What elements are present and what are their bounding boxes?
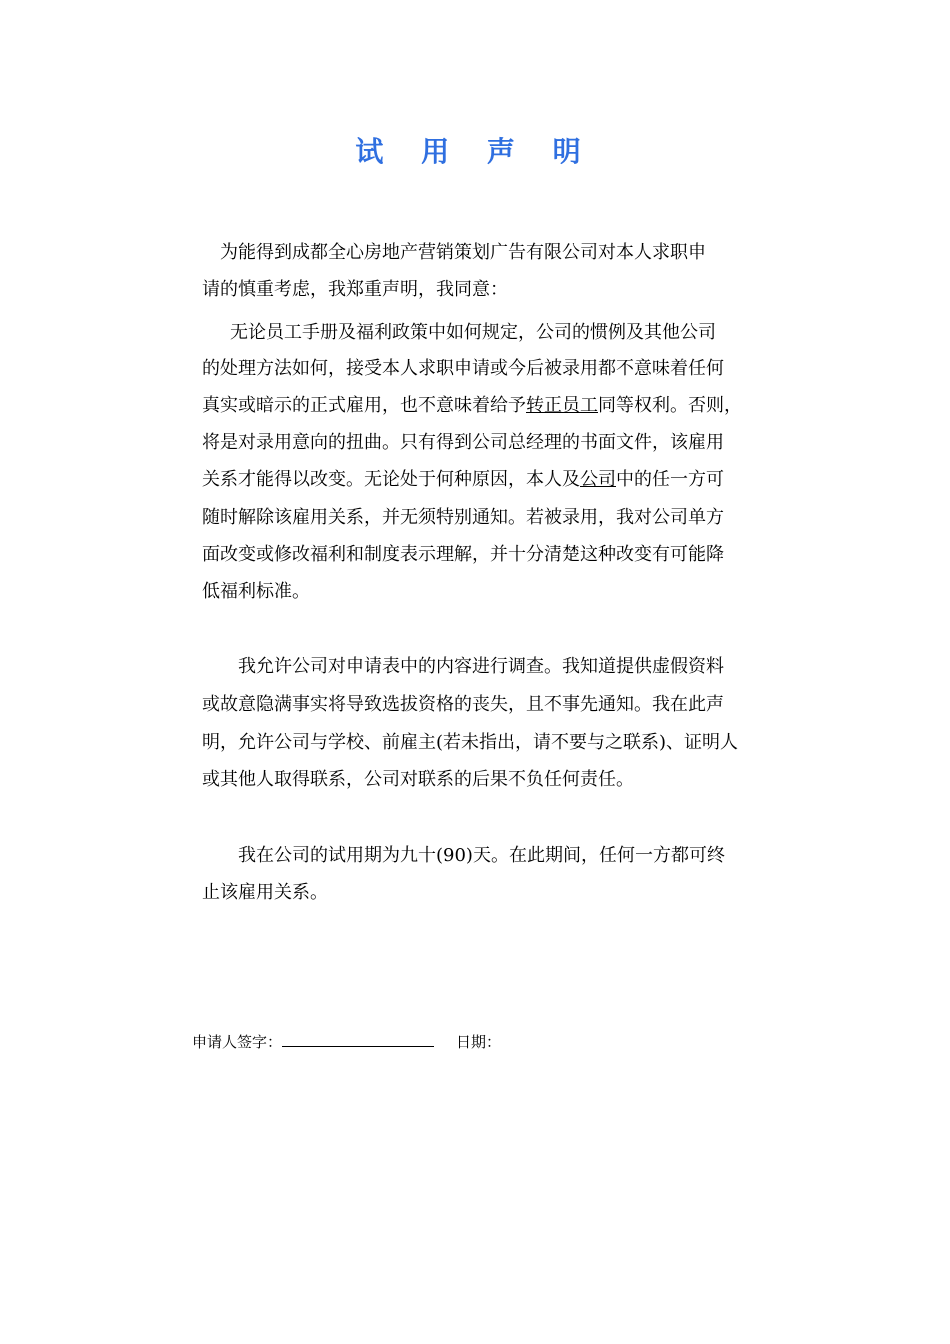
text-line bbox=[202, 467, 724, 493]
date-label: 日期： bbox=[456, 1033, 502, 1051]
applicant-signature-label: 申请人签字： bbox=[192, 1033, 283, 1051]
text-line: 将是对录用意向的扭曲。只有得到公司总经理的书面文件，该雇用 bbox=[202, 432, 724, 453]
text-line: 明，允许公司与学校、前雇主(若未指出，请不要与之联系)、证明人 bbox=[202, 732, 739, 753]
text-line: 或其他人取得联系，公司对联系的后果不负任何责任。 bbox=[202, 769, 634, 790]
text-line: 无论员工手册及福利政策中如何规定，公司的惯例及其他公司 bbox=[230, 322, 716, 343]
text-line: 请的慎重考虑，我郑重声明，我同意： bbox=[202, 279, 508, 300]
text-segment: 真实或暗示的正式雇用，也不意味着给予 bbox=[202, 395, 526, 416]
text-line: 止该雇用关系。 bbox=[202, 882, 328, 903]
text-line: 为能得到成都全心房地产营销策划广告有限公司对本人求职申 bbox=[220, 242, 706, 263]
text-line: 面改变或修改福利和制度表示理解，并十分清楚这种改变有可能降 bbox=[202, 544, 724, 565]
page-title: 试 用 声 明 bbox=[355, 135, 595, 168]
text-line bbox=[202, 393, 742, 419]
text-line: 随时解除该雇用关系，并无须特别通知。若被录用，我对公司单方 bbox=[202, 507, 724, 528]
underlined-term: 转正员工 bbox=[526, 395, 598, 416]
underlined-term: 公司 bbox=[580, 469, 616, 490]
text-line: 我允许公司对申请表中的内容进行调查。我知道提供虚假资料 bbox=[238, 656, 724, 677]
signature-field[interactable] bbox=[282, 1030, 434, 1047]
signature-row bbox=[192, 1030, 501, 1054]
text-line: 低福利标准。 bbox=[202, 581, 310, 602]
text-segment: 同等权利。否则， bbox=[598, 395, 742, 416]
text-segment: 中的任一方可 bbox=[616, 469, 724, 490]
text-line: 我在公司的试用期为九十(90)天。在此期间，任何一方都可终 bbox=[238, 845, 725, 866]
text-segment: 关系才能得以改变。无论处于何种原因，本人及 bbox=[202, 469, 580, 490]
text-line: 或故意隐满事实将导致选拔资格的丧失，且不事先通知。我在此声 bbox=[202, 694, 724, 715]
text-line: 的处理方法如何，接受本人求职申请或今后被录用都不意味着任何 bbox=[202, 358, 724, 379]
